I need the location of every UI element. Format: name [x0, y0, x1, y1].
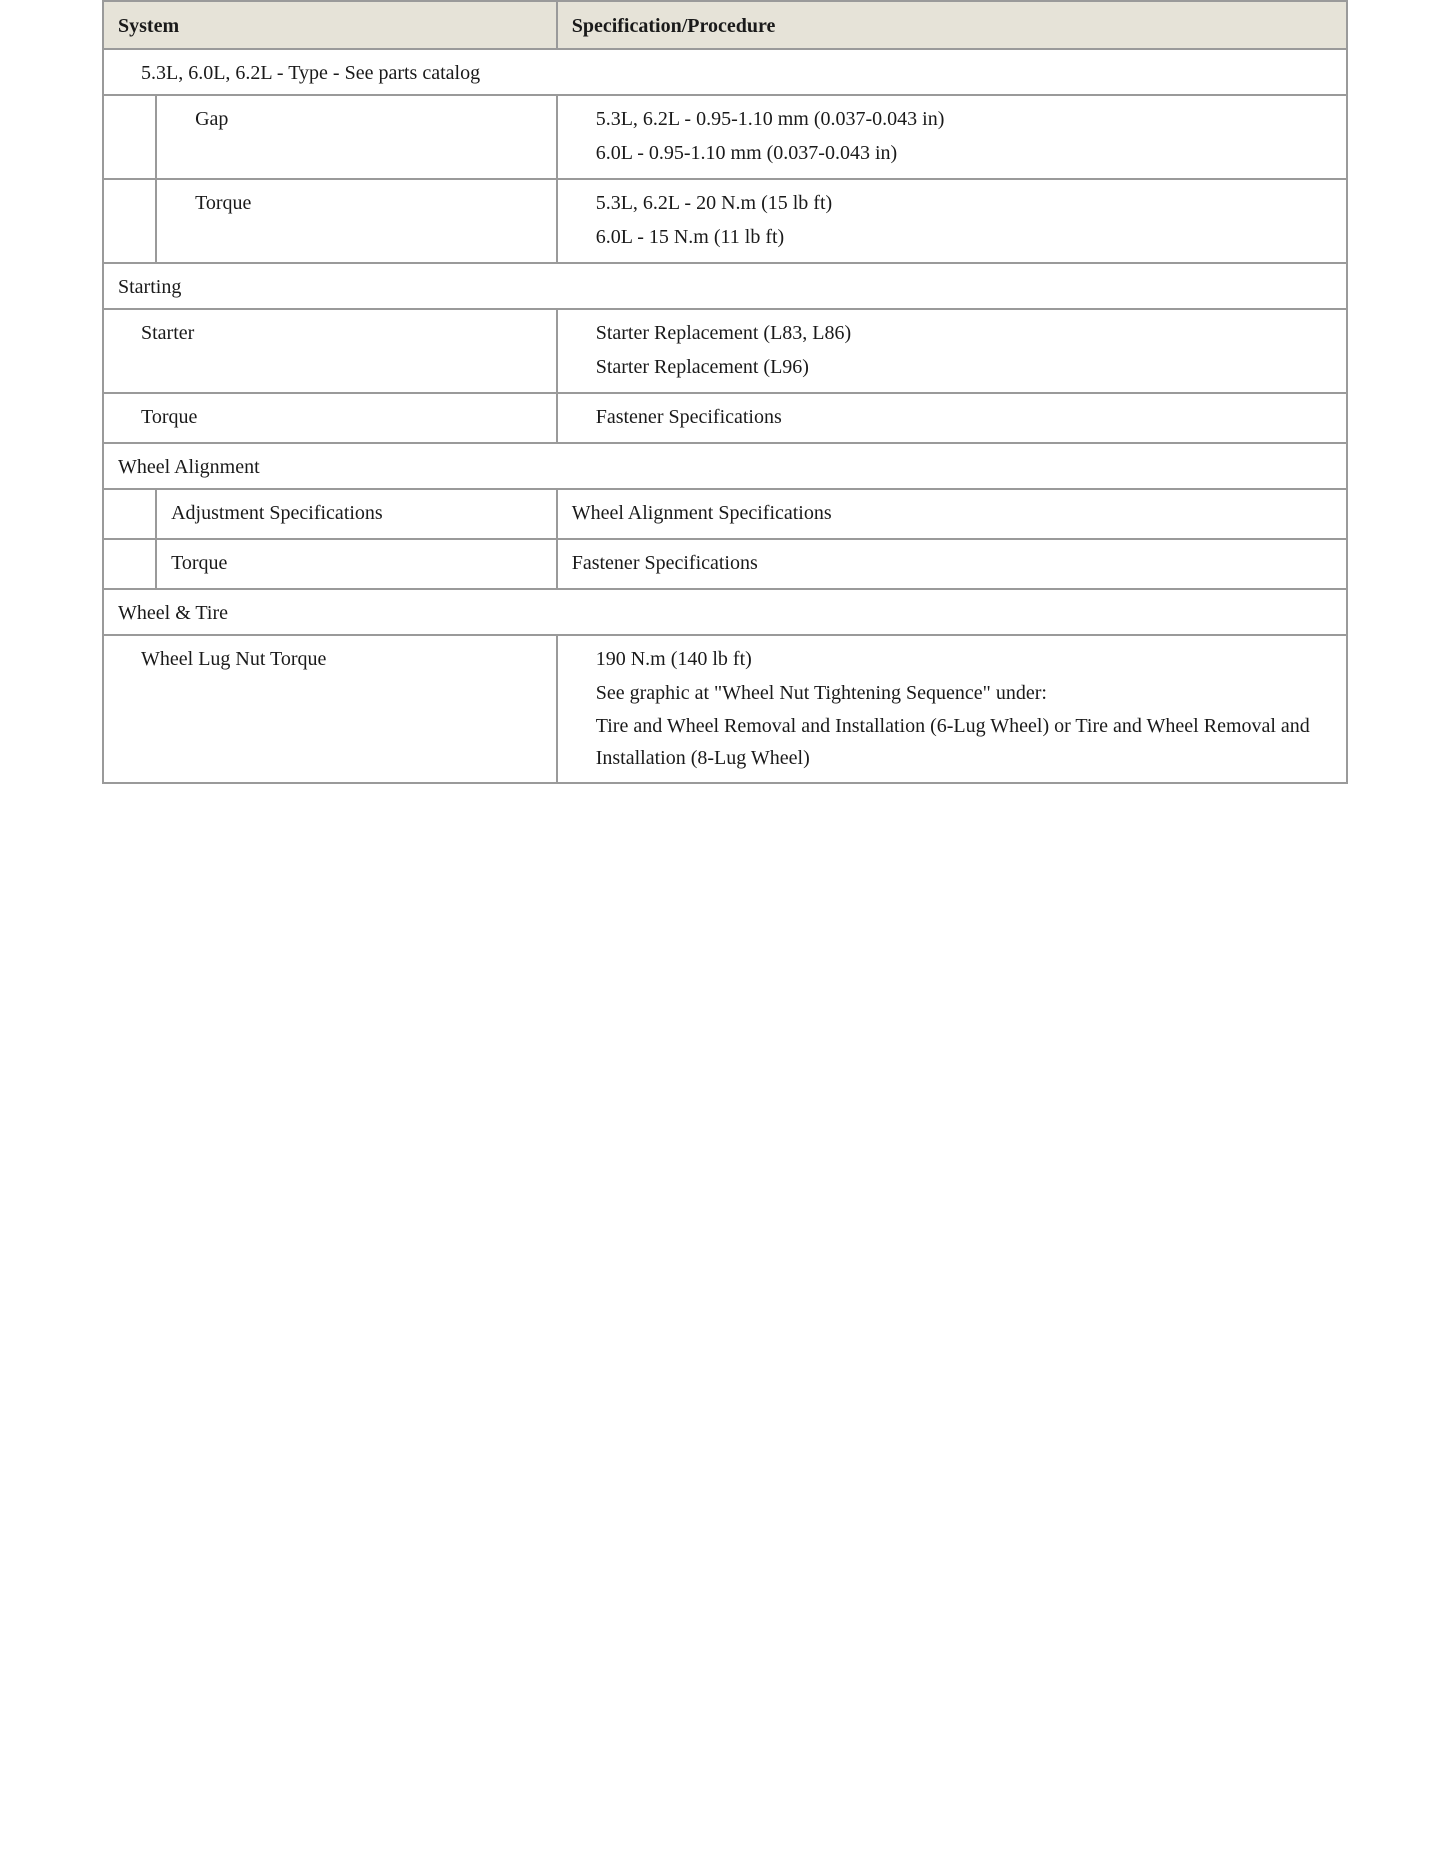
lug-nut-spec-line: 190 N.m (140 lb ft)	[595, 648, 752, 670]
table-row	[103, 95, 1347, 179]
starter-spec	[557, 309, 1347, 393]
adjustment-spec: Wheel Alignment Specifications	[557, 489, 1347, 539]
table-row	[103, 309, 1347, 393]
spark-torque-spec	[557, 179, 1347, 263]
alignment-torque-spec: Fastener Specifications	[557, 539, 1347, 589]
table-header-row	[103, 1, 1347, 49]
gap-spec-line: 6.0L - 0.95-1.10 mm (0.037-0.043 in)	[595, 142, 898, 164]
gap-spec	[557, 95, 1347, 179]
table-row	[103, 635, 1347, 783]
table-row	[103, 49, 1347, 95]
section-title-wheel-tire: Wheel & Tire	[103, 589, 1347, 635]
lug-nut-label: Wheel Lug Nut Torque	[103, 635, 557, 783]
indent-cell	[103, 539, 156, 589]
starter-spec-line: Starter Replacement (L96)	[595, 356, 809, 378]
lug-nut-spec-line: Tire and Wheel Removal and Installation (6-Lug Wheel) or Tire and Wheel Removal and Installation (8-Lug Wheel)	[595, 715, 1310, 769]
table-row	[103, 179, 1347, 263]
table-row	[103, 539, 1347, 589]
table-row	[103, 393, 1347, 443]
adjustment-label: Adjustment Specifications	[156, 489, 557, 539]
lug-nut-spec-line: See graphic at "Wheel Nut Tightening Sequence" under:	[595, 682, 1047, 704]
header-system: System	[103, 1, 557, 49]
starter-spec-line: Starter Replacement (L83, L86)	[595, 322, 852, 344]
alignment-torque-label: Torque	[156, 539, 557, 589]
table-row	[103, 489, 1347, 539]
starter-label: Starter	[103, 309, 557, 393]
spark-torque-line: 5.3L, 6.2L - 20 N.m (15 lb ft)	[595, 192, 833, 214]
indent-cell	[103, 95, 156, 179]
spark-torque-label: Torque	[156, 179, 557, 263]
specifications-table	[102, 0, 1348, 784]
starting-torque-spec: Fastener Specifications	[557, 393, 1347, 443]
header-specification: Specification/Procedure	[557, 1, 1347, 49]
gap-label: Gap	[156, 95, 557, 179]
section-title-starting: Starting	[103, 263, 1347, 309]
indent-cell	[103, 489, 156, 539]
indent-cell	[103, 179, 156, 263]
spark-torque-line: 6.0L - 15 N.m (11 lb ft)	[595, 226, 785, 248]
section-row-wheel-alignment	[103, 443, 1347, 489]
section-title-wheel-alignment: Wheel Alignment	[103, 443, 1347, 489]
lug-nut-spec	[557, 635, 1347, 783]
starting-torque-label: Torque	[103, 393, 557, 443]
section-row-starting	[103, 263, 1347, 309]
gap-spec-line: 5.3L, 6.2L - 0.95-1.10 mm (0.037-0.043 in)	[595, 108, 945, 130]
section-row-wheel-tire	[103, 589, 1347, 635]
spark-plug-type-cell: 5.3L, 6.0L, 6.2L - Type - See parts catalog	[103, 49, 1347, 95]
